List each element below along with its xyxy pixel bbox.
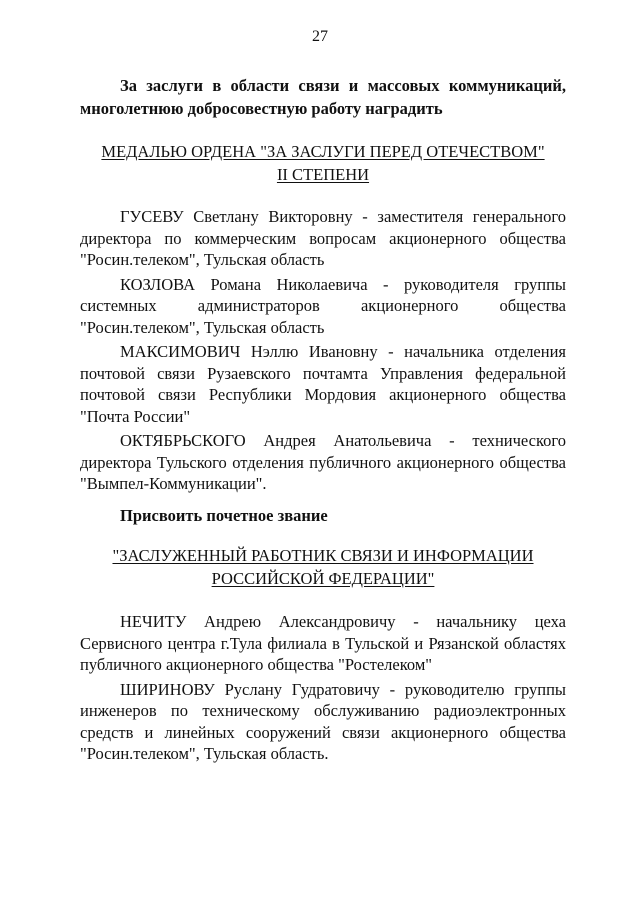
award-heading-line-1: МЕДАЛЬЮ ОРДЕНА "ЗА ЗАСЛУГИ ПЕРЕД ОТЕЧЕСТВОМ" <box>101 142 545 161</box>
title-heading <box>80 544 566 590</box>
title-heading-line-1: "ЗАСЛУЖЕННЫЙ РАБОТНИК СВЯЗИ И ИНФОРМАЦИИ <box>112 546 534 565</box>
page-number: 27 <box>312 28 328 45</box>
intro-paragraph: За заслуги в области связи и массовых коммуникаций, многолетнюю добросовестную работу наградить <box>80 76 566 118</box>
title-entries <box>80 611 566 768</box>
award-entries <box>80 206 566 498</box>
list-item: КОЗЛОВА Романа Николаевича - руководителя группы системных администраторов акционерного общества "Росин.телеком", Тульская область <box>80 274 566 337</box>
award-heading-line-2: II СТЕПЕНИ <box>276 165 370 184</box>
list-item: НЕЧИТУ Андрею Александровичу - начальнику цеха Сервисного центра г.Тула филиала в Тульской и Рязанской областях публичного акционерного общества "Ростелеком" <box>80 612 566 674</box>
list-item: МАКСИМОВИЧ Нэллю Ивановну - начальника отделения почтовой связи Рузаевского почтамта Управления федеральной почтовой связи Республики Мордовия акционерного общества "Почта России" <box>80 342 566 426</box>
list-item: ОКТЯБРЬСКОГО Андрея Анатольевича - технического директора Тульского отделения публичного акционерного общества "Вымпел-Коммуникации". <box>80 431 566 493</box>
title-subhead: Присвоить почетное звание <box>120 506 328 525</box>
award-heading <box>80 140 566 186</box>
list-item: ГУСЕВУ Светлану Викторовну - заместителя генерального директора по коммерческим вопросам акционерного общества "Росин.телеком", Тульская область <box>80 207 566 269</box>
title-heading-line-2: РОССИЙСКОЙ ФЕДЕРАЦИИ" <box>211 569 435 588</box>
list-item: ШИРИНОВУ Руслану Гудратовичу - руководителю группы инженеров по техническому обслуживанию радиоэлектронных средств и линейных сооружений связи акционерного общества "Росин.телеком", Тульская область. <box>80 679 566 763</box>
